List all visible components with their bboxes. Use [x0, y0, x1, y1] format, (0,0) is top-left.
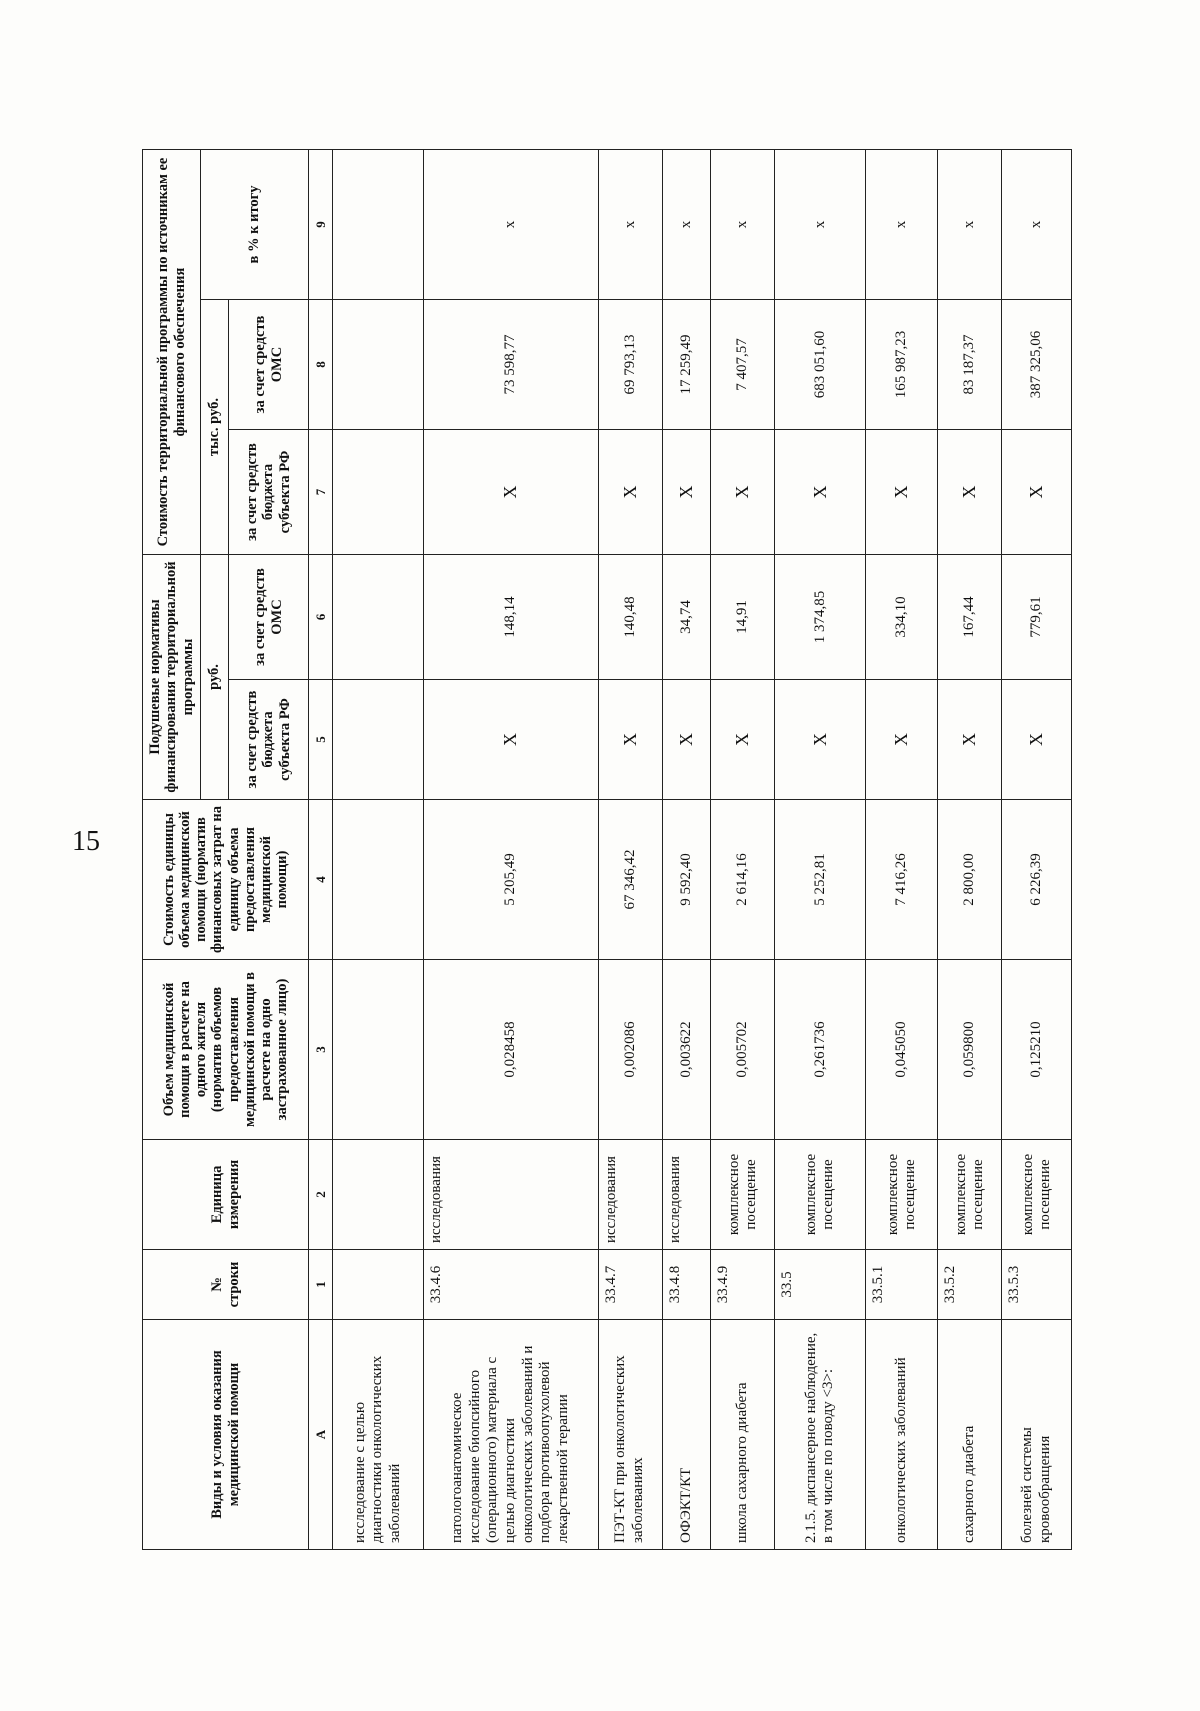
row-line-no	[333, 1250, 424, 1320]
row-name: исследование с целью диагностики онкологических заболеваний	[333, 1320, 424, 1550]
row-total-budget: Х	[1002, 430, 1072, 555]
column-index: 5	[309, 680, 333, 800]
row-percent: х	[662, 150, 711, 300]
row-unit: комплексное посещение	[866, 1140, 938, 1250]
row-total-oms: 683 051,60	[775, 300, 866, 430]
row-unit-cost: 2 800,00	[938, 800, 1002, 960]
row-unit: исследования	[598, 1140, 662, 1250]
table-row	[938, 150, 1002, 1550]
row-volume: 0,125210	[1002, 960, 1072, 1140]
column-index: А	[309, 1320, 333, 1550]
row-norm-budget: Х	[598, 680, 662, 800]
row-unit-cost: 67 346,42	[598, 800, 662, 960]
table-row	[711, 150, 775, 1550]
header-kind: Виды и условия оказания медицинской помощи	[143, 1320, 309, 1550]
row-total-oms: 17 259,49	[662, 300, 711, 430]
financing-table-rotated	[142, 150, 1072, 1550]
table-row	[775, 150, 866, 1550]
row-norm-oms: 34,74	[662, 555, 711, 680]
column-index: 4	[309, 800, 333, 960]
row-percent: х	[598, 150, 662, 300]
header-unit-rub: руб.	[201, 555, 229, 800]
row-name: 2.1.5. диспансерное наблюдение, в том числе по поводу <3>:	[775, 1320, 866, 1550]
row-unit: комплексное посещение	[775, 1140, 866, 1250]
row-volume: 0,003622	[662, 960, 711, 1140]
row-unit-cost	[333, 800, 424, 960]
row-total-budget: Х	[775, 430, 866, 555]
table-row	[424, 150, 598, 1550]
row-unit: комплексное посещение	[711, 1140, 775, 1250]
header-norm-budget: за счет средств бюджета субъекта РФ	[229, 680, 309, 800]
column-index: 1	[309, 1250, 333, 1320]
row-line-no: 33.5.2	[938, 1250, 1002, 1320]
row-norm-oms: 167,44	[938, 555, 1002, 680]
row-unit: комплексное посещение	[938, 1140, 1002, 1250]
row-volume: 0,059800	[938, 960, 1002, 1140]
row-total-oms: 83 187,37	[938, 300, 1002, 430]
row-total-budget: Х	[938, 430, 1002, 555]
row-name: болезней системы кровообращения	[1002, 1320, 1072, 1550]
column-index: 7	[309, 430, 333, 555]
row-total-oms: 73 598,77	[424, 300, 598, 430]
row-norm-oms: 148,14	[424, 555, 598, 680]
row-unit-cost: 5 252,81	[775, 800, 866, 960]
row-percent: х	[938, 150, 1002, 300]
table-row	[333, 150, 424, 1550]
row-percent: х	[1002, 150, 1072, 300]
row-norm-oms	[333, 555, 424, 680]
row-norm-oms: 334,10	[866, 555, 938, 680]
row-volume: 0,005702	[711, 960, 775, 1140]
row-name: патологоанатомическое исследование биопсийного (операционного) материала с целью диагностики онкологических заболеваний и подбора противоопухолевой лекарственной терапии	[424, 1320, 598, 1550]
row-name: онкологических заболеваний	[866, 1320, 938, 1550]
row-norm-budget: Х	[866, 680, 938, 800]
header-unit-cost: Стоимость единицы объема медицинской помощи (норматив финансовых затрат на единицу объема предоставления медицинской помощи)	[143, 800, 309, 960]
row-name: ПЭТ-КТ при онкологических заболеваниях	[598, 1320, 662, 1550]
row-total-budget: Х	[598, 430, 662, 555]
row-norm-budget: Х	[711, 680, 775, 800]
page-number: 15	[72, 826, 100, 857]
row-line-no: 33.5.3	[1002, 1250, 1072, 1320]
row-line-no: 33.5.1	[866, 1250, 938, 1320]
row-norm-oms: 14,91	[711, 555, 775, 680]
row-name: сахарного диабета	[938, 1320, 1002, 1550]
row-norm-oms: 1 374,85	[775, 555, 866, 680]
table-row	[866, 150, 938, 1550]
row-norm-budget	[333, 680, 424, 800]
row-line-no: 33.4.7	[598, 1250, 662, 1320]
column-index: 9	[309, 150, 333, 300]
row-percent: х	[424, 150, 598, 300]
row-norm-budget: Х	[424, 680, 598, 800]
row-norm-budget: Х	[938, 680, 1002, 800]
row-unit-cost: 7 416,26	[866, 800, 938, 960]
row-norm-budget: Х	[775, 680, 866, 800]
header-unit: Единица измерения	[143, 1140, 309, 1250]
row-norm-budget: Х	[1002, 680, 1072, 800]
row-unit-cost: 6 226,39	[1002, 800, 1072, 960]
row-volume: 0,028458	[424, 960, 598, 1140]
row-norm-oms: 779,61	[1002, 555, 1072, 680]
header-volume: Объем медицинской помощи в расчете на одного жителя (норматив объемов предоставления медицинской помощи в расчете на одно застрахованное лицо)	[143, 960, 309, 1140]
header-norm-oms: за счет средств ОМС	[229, 555, 309, 680]
row-unit: исследования	[662, 1140, 711, 1250]
row-percent: х	[711, 150, 775, 300]
column-index-row	[309, 150, 333, 1550]
row-percent: х	[866, 150, 938, 300]
row-name: ОФЭКТ/КТ	[662, 1320, 711, 1550]
column-index: 8	[309, 300, 333, 430]
row-line-no: 33.5	[775, 1250, 866, 1320]
financing-table	[142, 149, 1072, 1550]
row-total-budget: Х	[866, 430, 938, 555]
column-index: 2	[309, 1140, 333, 1250]
row-unit-cost: 5 205,49	[424, 800, 598, 960]
row-line-no: 33.4.9	[711, 1250, 775, 1320]
row-volume: 0,261736	[775, 960, 866, 1140]
row-name: школа сахарного диабета	[711, 1320, 775, 1550]
row-total-budget: Х	[711, 430, 775, 555]
row-total-budget: Х	[662, 430, 711, 555]
row-total-oms: 387 325,06	[1002, 300, 1072, 430]
header-line-no: № строки	[143, 1250, 309, 1320]
row-total-oms: 165 987,23	[866, 300, 938, 430]
column-index: 6	[309, 555, 333, 680]
row-total-oms: 69 793,13	[598, 300, 662, 430]
row-unit-cost: 2 614,16	[711, 800, 775, 960]
table-row	[598, 150, 662, 1550]
row-norm-budget: Х	[662, 680, 711, 800]
row-volume: 0,002086	[598, 960, 662, 1140]
row-line-no: 33.4.8	[662, 1250, 711, 1320]
row-volume: 0,045050	[866, 960, 938, 1140]
row-norm-oms: 140,48	[598, 555, 662, 680]
row-percent: х	[775, 150, 866, 300]
row-total-budget	[333, 430, 424, 555]
header-per-capita-norms: Подушевые нормативы финансирования территориальной программы	[143, 555, 201, 800]
row-unit: комплексное посещение	[1002, 1140, 1072, 1250]
row-total-oms	[333, 300, 424, 430]
header-program-cost: Стоимость территориальной программы по источникам ее финансового обеспечения	[143, 150, 201, 555]
row-unit	[333, 1140, 424, 1250]
row-line-no: 33.4.6	[424, 1250, 598, 1320]
header-unit-thousand-rub: тыс. руб.	[201, 300, 229, 555]
table-row	[1002, 150, 1072, 1550]
row-percent	[333, 150, 424, 300]
header-total-budget: за счет средств бюджета субъекта РФ	[229, 430, 309, 555]
row-unit-cost: 9 592,40	[662, 800, 711, 960]
header-percent-total: в % к итогу	[201, 150, 309, 300]
row-total-oms: 7 407,57	[711, 300, 775, 430]
row-volume	[333, 960, 424, 1140]
row-total-budget: Х	[424, 430, 598, 555]
column-index: 3	[309, 960, 333, 1140]
row-unit: исследования	[424, 1140, 598, 1250]
table-row	[662, 150, 711, 1550]
header-total-oms: за счет средств ОМС	[229, 300, 309, 430]
